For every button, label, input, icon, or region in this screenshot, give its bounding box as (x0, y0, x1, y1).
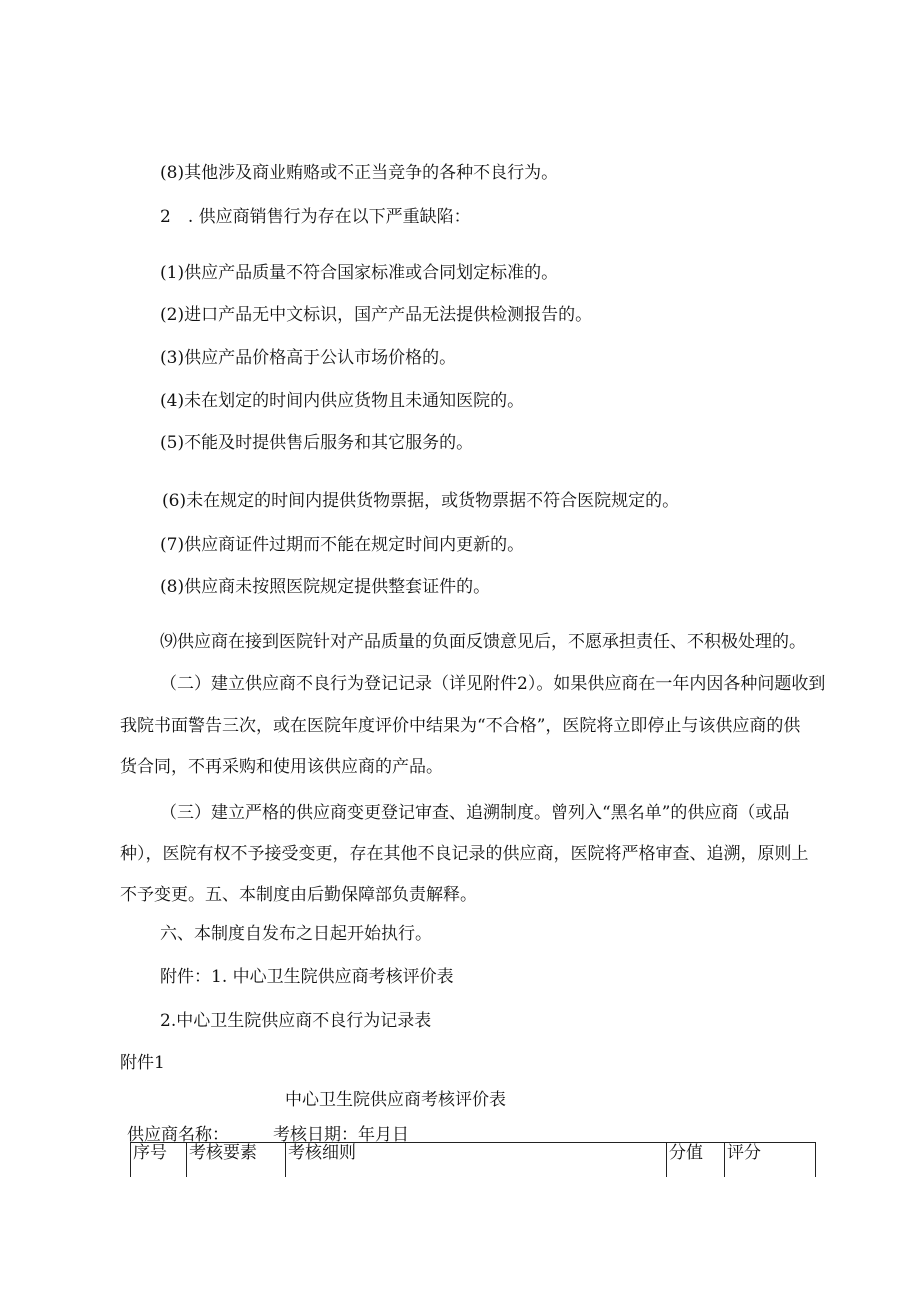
header-cell-points: 分值 (667, 1143, 725, 1178)
doc-line: (8)其他涉及商业贿赂或不正当竞争的各种不良行为。 (160, 163, 559, 183)
doc-line: (2)进口产品无中文标识，国产产品无法提供检测报告的。 (160, 305, 593, 325)
doc-line: 2.中心卫生院供应商不良行为记录表 (160, 1011, 432, 1031)
doc-line: ⑼供应商在接到医院针对产品质量的负面反馈意见后，不愿承担责任、不积极处理的。 (160, 632, 806, 652)
doc-line: 种），医院有权不予接受变更，存在其他不良记录的供应商，医院将严格审查、追溯，原则上 (120, 844, 809, 864)
table-title: 中心卫生院供应商考核评价表 (285, 1090, 506, 1110)
doc-line: 我院书面警告三次，或在医院年度评价中结果为“不合格”，医院将立即停止与该供应商的供 (120, 716, 801, 736)
header-cell-score: 评分 (725, 1143, 816, 1178)
doc-line: (8)供应商未按照医院规定提供整套证件的。 (160, 577, 491, 597)
header-cell-criteria: 考核细则 (286, 1143, 667, 1178)
table-header-row (131, 1143, 816, 1178)
doc-line: (1)供应产品质量不符合国家标准或合同划定标准的。 (160, 263, 559, 283)
doc-line: 六、本制度自发布之日起开始执行。 (160, 924, 432, 944)
review-date-label: 考核日期：年月日 (273, 1125, 409, 1145)
doc-line: (3)供应产品价格高于公认市场价格的。 (160, 348, 457, 368)
attachment-label: 附件1 (120, 1053, 165, 1073)
header-cell-element: 考核要素 (187, 1143, 286, 1178)
doc-line: （三）建立严格的供应商变更登记审查、追溯制度。曾列入“黑名单”的供应商（或品 (160, 803, 790, 823)
doc-line: （二）建立供应商不良行为登记记录（详见附件2）。如果供应商在一年内因各种问题收到 (160, 674, 826, 694)
doc-line: (5)不能及时提供售后服务和其它服务的。 (160, 433, 474, 453)
evaluation-table (130, 1142, 816, 1177)
doc-line: 货合同，不再采购和使用该供应商的产品。 (120, 757, 443, 777)
doc-line: 附件：1. 中心卫生院供应商考核评价表 (160, 967, 454, 987)
doc-line: (4)未在划定的时间内供应货物且未通知医院的。 (160, 391, 525, 411)
header-cell-number: 序号 (131, 1143, 187, 1178)
doc-line: (6)未在规定的时间内提供货物票据，或货物票据不符合医院规定的。 (162, 491, 680, 511)
doc-line: 2 . 供应商销售行为存在以下严重缺陷： (160, 207, 471, 227)
supplier-name-label: 供应商名称： (127, 1125, 229, 1145)
doc-line: 不予变更。五、本制度由后勤保障部负责解释。 (120, 885, 477, 905)
doc-line: (7)供应商证件过期而不能在规定时间内更新的。 (160, 535, 525, 555)
